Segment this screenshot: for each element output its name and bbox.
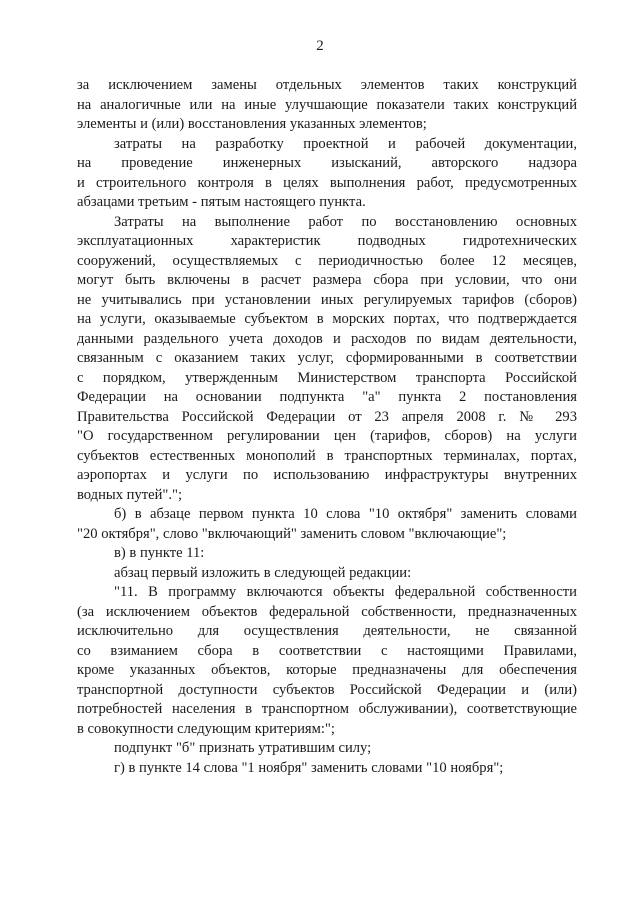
paragraph-p7	[77, 583, 577, 739]
text-line: (за исключением объектов федеральной собственности, предназначенных	[77, 603, 577, 620]
text-line: данными раздельного учета доходов и расходов по видам деятельности,	[77, 330, 577, 347]
text-line: в совокупности следующим критериям:";	[77, 720, 335, 737]
text-line: исключительно для осуществления деятельности, не связанной	[77, 623, 577, 639]
text-line: аэропортах и услуги по использованию инфраструктуры внутренних	[77, 467, 577, 483]
paragraph-p5	[77, 544, 577, 564]
text-line: абзац первый изложить в следующей редакции:	[114, 564, 412, 581]
paragraph-p9	[77, 759, 577, 779]
paragraph-p4	[77, 505, 577, 544]
text-line: и строительного контроля в целях выполнения работ, предусмотренных	[77, 174, 577, 191]
text-line: затраты на разработку проектной и рабочей документации,	[114, 135, 577, 152]
paragraph-p1	[77, 76, 577, 135]
text-line: элементы и (или) восстановления указанных элементов;	[77, 116, 427, 132]
document-body	[77, 76, 577, 778]
text-line: Затраты на выполнение работ по восстановлению основных	[114, 213, 577, 230]
paragraph-p8	[77, 739, 577, 759]
text-line: подпункт "б" признать утратившим силу;	[114, 740, 372, 756]
text-line: б) в абзаце первом пункта 10 слова "10 октября" заменить словами	[114, 506, 577, 522]
text-line: на проведение инженерных изысканий, авторского надзора	[77, 155, 577, 171]
text-line: "О государственном регулировании цен (тарифов, сборов) на услуги	[77, 428, 577, 444]
text-line: сооружений, осуществляемых с периодичностью более 12 месяцев,	[77, 252, 577, 269]
text-line: за исключением замены отдельных элементов таких конструкций	[77, 77, 577, 93]
text-line: потребностей населения в транспортном обслуживании), соответствующие	[77, 701, 577, 717]
text-line: транспортной доступности субъектов Российской Федерации и (или)	[77, 681, 577, 698]
paragraph-p6	[77, 564, 577, 584]
text-line: на услуги, оказываемые субъектом в морских портах, что подтверждается	[77, 311, 577, 327]
text-line: кроме указанных объектов, которые предназначены для обеспечения	[77, 662, 577, 678]
text-line: с порядком, утвержденным Министерством транспорта Российской	[77, 369, 577, 386]
text-line: водных путей".";	[77, 486, 183, 503]
paragraph-p2	[77, 135, 577, 213]
text-line: могут быть включены в расчет размера сбора при условии, что они	[77, 272, 577, 288]
text-line: "20 октября", слово "включающий" заменить словом "включающие";	[77, 525, 507, 542]
text-line: субъектов естественных монополий в транспортных терминалах, портах,	[77, 447, 577, 464]
text-line: Правительства Российской Федерации от 23 апреля 2008 г. № 293	[77, 408, 577, 425]
text-line: абзацами третьим - пятым настоящего пункта.	[77, 194, 366, 210]
text-line: на аналогичные или на иные улучшающие показатели таких конструкций	[77, 96, 577, 113]
text-line: в) в пункте 11:	[114, 545, 205, 561]
paragraph-p3	[77, 213, 577, 506]
text-line: г) в пункте 14 слова "1 ноября" заменить словами "10 ноября";	[114, 759, 504, 776]
text-line: эксплуатационных характеристик подводных гидротехнических	[77, 233, 577, 249]
text-line: со взиманием сбора в соответствии с настоящими Правилами,	[77, 642, 577, 659]
page-number: 2	[316, 38, 324, 54]
text-line: не учитывались при установлении иных регулируемых тарифов (сборов)	[77, 291, 577, 308]
text-line: "11. В программу включаются объекты федеральной собственности	[114, 584, 577, 600]
text-line: связанным с оказанием таких услуг, сформированными в соответствии	[77, 350, 577, 366]
text-line: Федерации на основании подпункта "а" пункта 2 постановления	[77, 389, 577, 405]
